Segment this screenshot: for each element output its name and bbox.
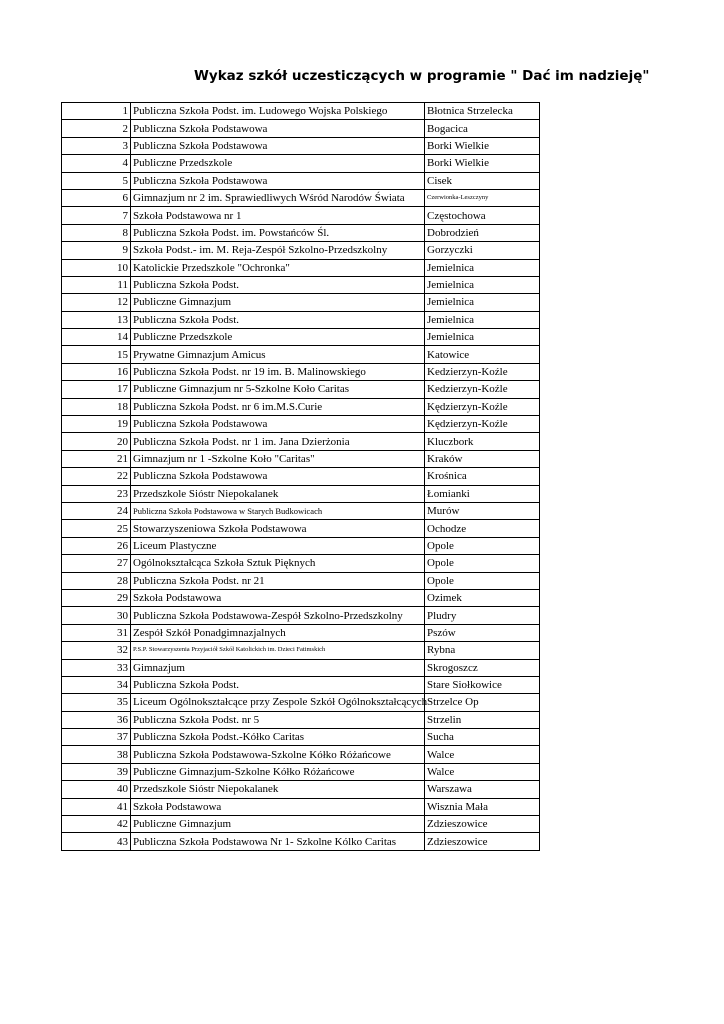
row-number: 18 [62, 398, 131, 415]
table-row [62, 816, 540, 833]
school-name: Publiczna Szkoła Podst. nr 1 im. Jana Dzierżonia [131, 433, 425, 450]
table-row [62, 572, 540, 589]
table-row [62, 781, 540, 798]
school-city: Stare Siołkowice [425, 676, 540, 693]
school-city: Strzelce Op [425, 694, 540, 711]
row-number: 30 [62, 607, 131, 624]
table-row [62, 642, 540, 659]
school-name: Publiczna Szkoła Podstawowa [131, 172, 425, 189]
school-city: Jemielnica [425, 294, 540, 311]
school-city: Kedzierzyn-Koźle [425, 381, 540, 398]
school-city: Warszawa [425, 781, 540, 798]
row-number: 2 [62, 120, 131, 137]
school-name: Publiczne Gimnazjum-Szkolne Kółko Różańcowe [131, 763, 425, 780]
row-number: 8 [62, 224, 131, 241]
table-row [62, 589, 540, 606]
school-city: Bogacica [425, 120, 540, 137]
table-row [62, 311, 540, 328]
school-name: Liceum Plastyczne [131, 537, 425, 554]
schools-table [61, 102, 540, 851]
school-city: Jemielnica [425, 259, 540, 276]
school-city: Pszów [425, 624, 540, 641]
school-name: Publiczna Szkoła Podst. [131, 676, 425, 693]
row-number: 20 [62, 433, 131, 450]
page-title: Wykaz szkół uczesticzących w programie " Dać im nadzieję" [194, 68, 650, 84]
table-row [62, 537, 540, 554]
school-name: Publiczne Gimnazjum [131, 816, 425, 833]
row-number: 39 [62, 763, 131, 780]
school-name: Prywatne Gimnazjum Amicus [131, 346, 425, 363]
table-row [62, 172, 540, 189]
school-name: P.S.P. Stowarzyszenia Przyjaciół Szkół Katolickich im. Dzieci Fatimskich [131, 642, 425, 659]
row-number: 10 [62, 259, 131, 276]
row-number: 7 [62, 207, 131, 224]
school-name: Ogólnokształcąca Szkoła Sztuk Pięknych [131, 555, 425, 572]
row-number: 1 [62, 103, 131, 120]
row-number: 29 [62, 589, 131, 606]
school-name: Przedszkole Sióstr Niepokalanek [131, 485, 425, 502]
school-city: Katowice [425, 346, 540, 363]
school-city: Borki Wielkie [425, 155, 540, 172]
row-number: 14 [62, 329, 131, 346]
school-city: Cisek [425, 172, 540, 189]
school-name: Publiczna Szkoła Podstawowa [131, 137, 425, 154]
row-number: 32 [62, 642, 131, 659]
school-name: Szkoła Podst.- im. M. Reja-Zespół Szkolno-Przedszkolny [131, 242, 425, 259]
row-number: 35 [62, 694, 131, 711]
table-row [62, 242, 540, 259]
school-name: Publiczna Szkoła Podstawowa [131, 416, 425, 433]
school-name: Publiczna Szkoła Podst. [131, 311, 425, 328]
table-row [62, 120, 540, 137]
school-city: Dobrodzień [425, 224, 540, 241]
table-row [62, 676, 540, 693]
school-city: Gorzyczki [425, 242, 540, 259]
row-number: 36 [62, 711, 131, 728]
school-city: Opole [425, 555, 540, 572]
school-name: Szkoła Podstawowa [131, 798, 425, 815]
table-row [62, 363, 540, 380]
row-number: 38 [62, 746, 131, 763]
school-name: Publiczna Szkoła Podst. [131, 276, 425, 293]
school-name: Publiczna Szkoła Podst. nr 5 [131, 711, 425, 728]
school-name: Gimnazjum nr 1 -Szkolne Koło "Caritas" [131, 450, 425, 467]
table-row [62, 485, 540, 502]
school-city: Czerwionka-Leszczyny [425, 189, 540, 206]
table-row [62, 833, 540, 850]
row-number: 27 [62, 555, 131, 572]
school-city: Jemielnica [425, 329, 540, 346]
row-number: 23 [62, 485, 131, 502]
row-number: 43 [62, 833, 131, 850]
school-city: Łomianki [425, 485, 540, 502]
school-name: Przedszkole Sióstr Niepokalanek [131, 781, 425, 798]
row-number: 15 [62, 346, 131, 363]
school-city: Jemielnica [425, 311, 540, 328]
table-row [62, 155, 540, 172]
school-city: Kluczbork [425, 433, 540, 450]
school-city: Krośnica [425, 468, 540, 485]
school-city: Murów [425, 502, 540, 519]
school-city: Kedzierzyn-Koźle [425, 363, 540, 380]
school-city: Częstochowa [425, 207, 540, 224]
row-number: 5 [62, 172, 131, 189]
table-row [62, 694, 540, 711]
row-number: 9 [62, 242, 131, 259]
table-row [62, 381, 540, 398]
school-city: Jemielnica [425, 276, 540, 293]
school-city: Zdzieszowice [425, 816, 540, 833]
school-name: Publiczne Gimnazjum [131, 294, 425, 311]
row-number: 3 [62, 137, 131, 154]
school-city: Strzelin [425, 711, 540, 728]
school-city: Kędzierzyn-Koźle [425, 398, 540, 415]
row-number: 34 [62, 676, 131, 693]
table-row [62, 103, 540, 120]
row-number: 31 [62, 624, 131, 641]
table-row [62, 798, 540, 815]
row-number: 41 [62, 798, 131, 815]
school-city: Rybna [425, 642, 540, 659]
school-city: Kędzierzyn-Koźle [425, 416, 540, 433]
school-city: Zdzieszowice [425, 833, 540, 850]
school-name: Publiczna Szkoła Podstawowa [131, 468, 425, 485]
school-name: Publiczna Szkoła Podstawowa [131, 120, 425, 137]
table-row [62, 468, 540, 485]
row-number: 12 [62, 294, 131, 311]
school-city: Walce [425, 746, 540, 763]
row-number: 16 [62, 363, 131, 380]
school-city: Pludry [425, 607, 540, 624]
row-number: 4 [62, 155, 131, 172]
school-name: Gimnazjum [131, 659, 425, 676]
table-row [62, 746, 540, 763]
table-row [62, 259, 540, 276]
table-row [62, 450, 540, 467]
row-number: 42 [62, 816, 131, 833]
school-name: Publiczna Szkoła Podst. nr 19 im. B. Malinowskiego [131, 363, 425, 380]
school-name: Szkoła Podstawowa nr 1 [131, 207, 425, 224]
school-name: Publiczne Przedszkole [131, 155, 425, 172]
school-name: Gimnazjum nr 2 im. Sprawiedliwych Wśród Narodów Świata [131, 189, 425, 206]
table-row [62, 189, 540, 206]
table-row [62, 433, 540, 450]
table-row [62, 729, 540, 746]
row-number: 6 [62, 189, 131, 206]
school-city: Sucha [425, 729, 540, 746]
school-name: Publiczna Szkoła Podst. im. Powstańców Śl. [131, 224, 425, 241]
school-city: Ochodze [425, 520, 540, 537]
school-city: Opole [425, 572, 540, 589]
row-number: 11 [62, 276, 131, 293]
school-city: Walce [425, 763, 540, 780]
schools-table-body [62, 103, 540, 851]
row-number: 22 [62, 468, 131, 485]
school-city: Borki Wielkie [425, 137, 540, 154]
table-row [62, 624, 540, 641]
school-name: Szkoła Podstawowa [131, 589, 425, 606]
row-number: 13 [62, 311, 131, 328]
table-row [62, 659, 540, 676]
school-name: Stowarzyszeniowa Szkoła Podstawowa [131, 520, 425, 537]
school-name: Katolickie Przedszkole "Ochronka" [131, 259, 425, 276]
school-city: Opole [425, 537, 540, 554]
table-row [62, 398, 540, 415]
school-name: Publiczne Gimnazjum nr 5-Szkolne Koło Caritas [131, 381, 425, 398]
table-row [62, 416, 540, 433]
table-row [62, 224, 540, 241]
table-row [62, 207, 540, 224]
school-name: Publiczna Szkoła Podstawowa-Zespół Szkolno-Przedszkolny [131, 607, 425, 624]
row-number: 40 [62, 781, 131, 798]
table-row [62, 329, 540, 346]
school-name: Publiczna Szkoła Podst. nr 21 [131, 572, 425, 589]
table-row [62, 711, 540, 728]
row-number: 37 [62, 729, 131, 746]
row-number: 17 [62, 381, 131, 398]
row-number: 19 [62, 416, 131, 433]
table-row [62, 137, 540, 154]
school-name: Zespół Szkół Ponadgimnazjalnych [131, 624, 425, 641]
school-name: Publiczna Szkoła Podst. nr 6 im.M.S.Curie [131, 398, 425, 415]
school-name: Publiczna Szkoła Podst. im. Ludowego Wojska Polskiego [131, 103, 425, 120]
row-number: 21 [62, 450, 131, 467]
school-name: Publiczna Szkoła Podstawowa-Szkolne Kółko Różańcowe [131, 746, 425, 763]
table-row [62, 520, 540, 537]
table-row [62, 607, 540, 624]
school-name: Publiczna Szkoła Podstawowa Nr 1- Szkolne Kólko Caritas [131, 833, 425, 850]
table-row [62, 346, 540, 363]
row-number: 33 [62, 659, 131, 676]
row-number: 28 [62, 572, 131, 589]
table-row [62, 763, 540, 780]
school-city: Błotnica Strzelecka [425, 103, 540, 120]
row-number: 26 [62, 537, 131, 554]
school-city: Wisznia Mała [425, 798, 540, 815]
school-city: Skrogoszcz [425, 659, 540, 676]
table-row [62, 276, 540, 293]
table-row [62, 502, 540, 519]
school-name: Publiczna Szkoła Podst.-Kółko Caritas [131, 729, 425, 746]
table-row [62, 294, 540, 311]
row-number: 25 [62, 520, 131, 537]
school-city: Kraków [425, 450, 540, 467]
school-name: Liceum Ogólnokształcące przy Zespole Szkół Ogólnokształcących [131, 694, 425, 711]
school-city: Ozimek [425, 589, 540, 606]
school-name: Publiczne Przedszkole [131, 329, 425, 346]
school-name: Publiczna Szkoła Podstawowa w Starych Budkowicach [131, 502, 425, 519]
row-number: 24 [62, 502, 131, 519]
table-row [62, 555, 540, 572]
